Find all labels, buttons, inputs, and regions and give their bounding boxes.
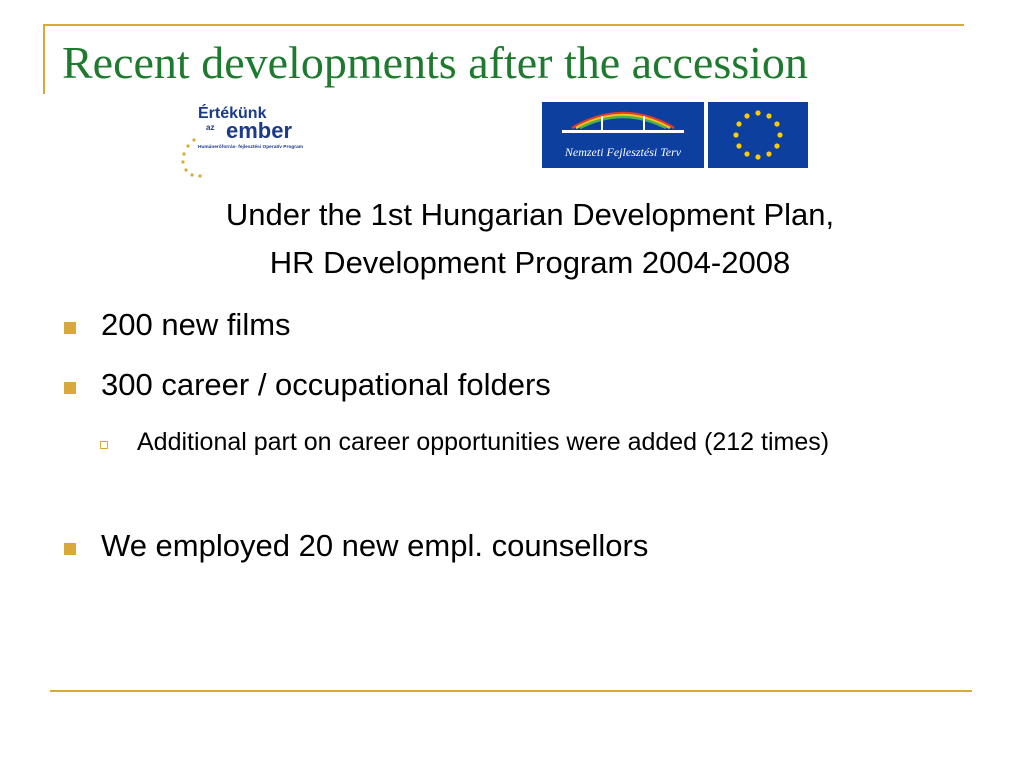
logo-left-line4: Humánerőforrás- fejlesztési Operatív Program (198, 145, 304, 150)
logo-right-text: Nemzeti Fejlesztési Terv (564, 145, 682, 159)
sub-bullet-text: Additional part on career opportunities were added (212 times) (137, 428, 830, 456)
frame-top-rule (43, 24, 964, 26)
sub-bullet-item (100, 426, 900, 459)
logo-left-line1: Értékünk (198, 105, 267, 122)
intro-line-2: HR Development Program 2004-2008 (269, 245, 791, 280)
bullet-text: 300 career / occupational folders (101, 367, 551, 402)
slide-title: Recent developments after the accession (62, 37, 808, 88)
bullet-square-icon (64, 382, 76, 394)
ertekunk-logo (174, 102, 324, 178)
hollow-square-bullet-icon (100, 441, 108, 449)
frame-left-rule (43, 24, 45, 94)
bullet-text: 200 new films (101, 307, 291, 342)
logo-left-line3: ember (226, 118, 293, 143)
intro-line-1: Under the 1st Hungarian Development Plan, (225, 197, 835, 232)
bullet-square-icon (64, 543, 76, 555)
bullet-square-icon (64, 322, 76, 334)
frame-bottom-rule (50, 690, 972, 692)
bullet-text: We employed 20 new empl. counsellors (101, 528, 649, 563)
nft-eu-logo (542, 102, 808, 168)
logo-left-line2: az (206, 123, 215, 132)
